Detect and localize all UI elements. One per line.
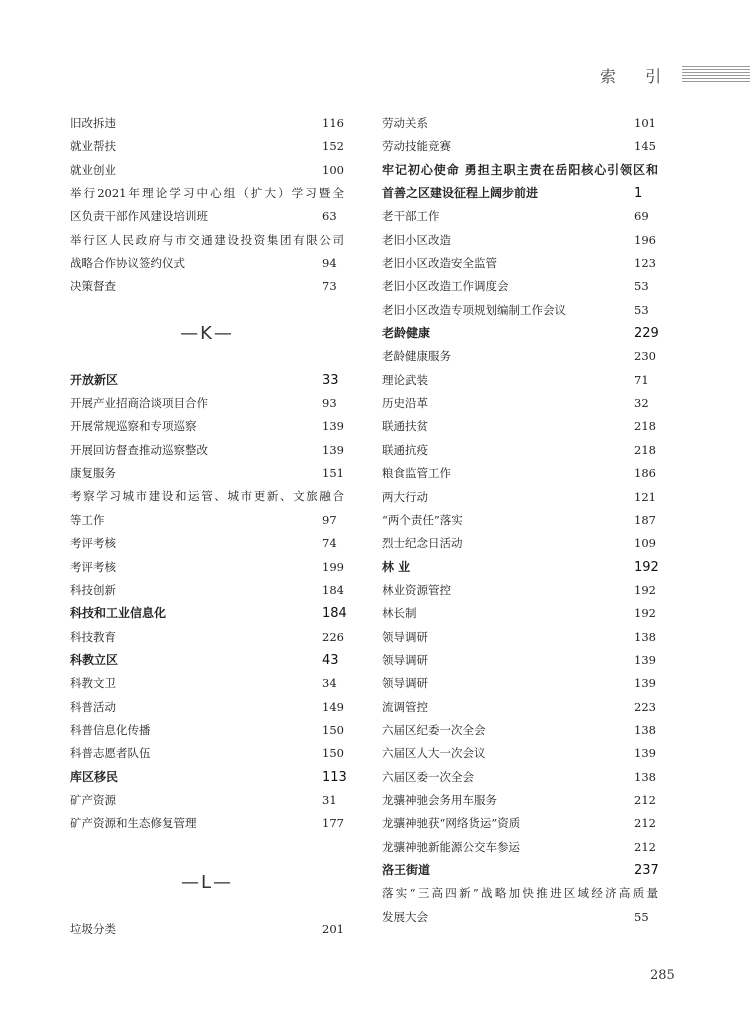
index-page-number: 201 (322, 921, 344, 936)
index-entry (382, 345, 658, 368)
index-term: 林长制 (382, 606, 417, 621)
index-term: 领导调研 (382, 676, 428, 691)
index-entry (382, 135, 658, 158)
index-term: 两大行动 (382, 489, 428, 504)
index-page-number: 109 (634, 536, 656, 551)
index-page-number: 138 (634, 629, 656, 644)
index-page-number: 192 (634, 582, 656, 597)
index-entry (70, 462, 344, 485)
index-entry (70, 509, 344, 532)
index-term: 首善之区建设征程上阔步前进 (382, 186, 539, 201)
index-entry (70, 626, 344, 649)
index-entry (382, 812, 658, 835)
index-page-number: 116 (322, 116, 344, 130)
index-page-number: 196 (634, 232, 656, 247)
index-entry (70, 159, 344, 182)
index-entry (382, 626, 658, 649)
index-page-number: 230 (634, 349, 656, 364)
index-term: 考评考核 (70, 559, 116, 574)
index-term: 理论武装 (382, 372, 428, 387)
index-page-number: 150 (322, 746, 344, 761)
index-entry (382, 719, 658, 742)
page-number: 285 (650, 968, 675, 983)
index-term: 六届区委一次全会 (382, 769, 474, 784)
index-entry (382, 369, 658, 392)
index-term: 龙骧神驰获“网络货运”资质 (382, 816, 521, 831)
index-term: 科技教育 (70, 629, 116, 644)
index-term: 科技创新 (70, 582, 116, 597)
index-term: 洛王街道 (382, 863, 431, 877)
index-page-number: 151 (322, 466, 344, 481)
index-entry (382, 205, 658, 228)
index-term: 落实“三高四新”战略加快推进区域经济高质量 (382, 886, 658, 901)
index-term: 老龄健康服务 (382, 349, 451, 364)
index-entry (382, 252, 658, 275)
index-entry (70, 556, 344, 579)
index-page-number: 218 (634, 442, 656, 457)
index-entry (382, 112, 658, 135)
index-term: 开放新区 (70, 372, 119, 387)
index-term: 科普信息化传播 (70, 722, 151, 737)
index-term: 就业帮扶 (70, 139, 116, 154)
index-term: 联通抗疫 (382, 442, 428, 457)
index-term: 科普志愿者队伍 (70, 746, 151, 761)
index-entry (382, 322, 658, 345)
index-page-number: 139 (322, 442, 344, 457)
index-page-number: 113 (322, 769, 347, 785)
section-title: 索 引 (600, 67, 674, 86)
index-term: 战略合作协议签约仪式 (70, 256, 185, 271)
index-page-number: 177 (322, 816, 344, 831)
index-term: 历史沿革 (382, 396, 428, 411)
index-page-number: 31 (322, 792, 337, 807)
index-page-number: 237 (634, 863, 659, 878)
index-group-l-continued (382, 112, 658, 929)
index-entry (70, 135, 344, 158)
index-page-number: 69 (634, 209, 649, 224)
letter-heading-k: —K— (180, 322, 234, 344)
index-entry (382, 742, 658, 765)
index-term: 领导调研 (382, 629, 428, 644)
index-term: 考察学习城市建设和运管、城市更新、文旅融合 (70, 489, 344, 504)
index-term: 垃圾分类 (70, 921, 116, 936)
index-page-number: 150 (322, 722, 344, 737)
index-entry (382, 672, 658, 695)
index-page-number: 63 (322, 209, 337, 224)
index-term: 举行2021年理论学习中心组（扩大）学习暨全 (70, 186, 344, 201)
index-page-number: 199 (322, 559, 344, 574)
index-entry (70, 275, 344, 298)
index-entry (70, 579, 344, 602)
index-term: 发展大会 (382, 909, 428, 924)
index-term: 六届区纪委一次全会 (382, 722, 486, 737)
index-column-left (70, 112, 347, 941)
index-term: 开展常规巡察和专项巡察 (70, 419, 197, 434)
index-entry (382, 882, 658, 905)
index-group-j (70, 112, 344, 299)
index-page-number: 192 (634, 606, 656, 621)
index-term: 林业资源管控 (382, 582, 451, 597)
index-term: 科技和工业信息化 (70, 606, 167, 621)
index-page-number: 212 (634, 816, 656, 831)
index-group-l (70, 918, 344, 941)
index-page-number: 226 (322, 629, 344, 644)
index-term: 粮食监管工作 (382, 466, 451, 481)
index-entry (70, 205, 344, 228)
letter-heading-l: —L— (180, 871, 234, 893)
index-term: 考评考核 (70, 536, 116, 551)
index-group-k (70, 369, 347, 836)
index-column-right (382, 112, 658, 929)
index-entry (70, 369, 344, 392)
index-entry (70, 485, 344, 508)
index-page-number: 184 (322, 606, 347, 622)
index-page-number: 229 (634, 326, 659, 342)
index-page-number: 145 (634, 139, 656, 154)
index-page-number: 121 (634, 489, 656, 504)
index-page-number: 32 (634, 396, 649, 411)
index-term: 旧改拆违 (70, 116, 116, 130)
index-page-number: 74 (322, 536, 337, 551)
index-entry (382, 859, 658, 882)
index-page-number: 139 (634, 652, 656, 667)
index-entry (70, 812, 344, 835)
index-entry (382, 275, 658, 298)
index-term: 老旧小区改造 (382, 232, 451, 247)
index-term: 老干部工作 (382, 209, 440, 224)
index-term: 老旧小区改造工作调度会 (382, 279, 509, 294)
index-term: 科教立区 (70, 652, 119, 667)
index-page-number: 93 (322, 396, 337, 411)
index-page-number: 43 (322, 652, 339, 668)
index-term: 劳动技能竞赛 (382, 139, 451, 154)
index-entry (70, 719, 344, 742)
index-term: 龙骧神驰新能源公交车参运 (382, 839, 520, 854)
index-page-number: 139 (322, 419, 344, 434)
index-entry (382, 532, 658, 555)
index-page-number: 34 (322, 676, 337, 691)
index-page-number: 71 (634, 372, 649, 387)
index-entry (70, 112, 344, 135)
index-entry (382, 556, 658, 579)
index-term: 科教文卫 (70, 676, 116, 691)
index-page-number: 218 (634, 419, 656, 434)
index-entry (70, 439, 344, 462)
index-entry (382, 415, 658, 438)
index-term: 林 业 (382, 559, 411, 574)
index-entry (70, 672, 344, 695)
index-page-number: 123 (634, 256, 656, 271)
index-entry (382, 696, 658, 719)
index-page-number: 94 (322, 256, 337, 271)
index-page-number: 187 (634, 512, 656, 527)
index-term: 烈士纪念日活动 (382, 536, 463, 551)
index-page-number: 53 (634, 279, 649, 294)
index-entry (382, 836, 658, 859)
index-entry (382, 509, 658, 532)
index-page-number: 223 (634, 699, 656, 714)
index-page-number: 73 (322, 279, 337, 294)
index-entry (70, 532, 344, 555)
index-entry (382, 579, 658, 602)
index-term: 就业创业 (70, 162, 116, 177)
index-term: 库区移民 (70, 769, 119, 784)
index-page-number: 97 (322, 512, 337, 527)
index-term: 龙骧神驰会务用车服务 (382, 792, 497, 807)
index-entry (382, 182, 658, 205)
index-page-number: 149 (322, 699, 344, 714)
index-entry (70, 392, 344, 415)
index-term: 老龄健康 (382, 326, 431, 341)
index-entry (70, 252, 344, 275)
index-entry (70, 182, 344, 205)
index-page-number: 1 (634, 186, 643, 202)
index-term: 康复服务 (70, 466, 116, 481)
index-term: 老旧小区改造专项规划编制工作会议 (382, 302, 566, 317)
index-term: 矿产资源 (70, 792, 116, 807)
index-page-number: 138 (634, 722, 656, 737)
index-entry (382, 906, 658, 929)
index-term: 开展回访督查推动巡察整改 (70, 442, 208, 457)
index-entry (382, 229, 658, 252)
index-page-number: 33 (322, 372, 339, 388)
index-entry (70, 918, 344, 941)
index-entry (70, 602, 347, 625)
index-term: 劳动关系 (382, 116, 428, 130)
index-term: 老旧小区改造安全监管 (382, 256, 497, 271)
index-page-number: 138 (634, 769, 656, 784)
index-term: “两个责任”落实 (382, 512, 463, 527)
index-entry (382, 462, 658, 485)
index-page-number: 152 (322, 139, 344, 154)
index-entry (382, 439, 658, 462)
index-term: 科普活动 (70, 699, 116, 714)
index-entry (70, 766, 347, 789)
index-term: 区负责干部作风建设培训班 (70, 209, 208, 224)
index-term: 牢记初心使命 勇担主职主责在岳阳核心引领区和 (382, 162, 658, 177)
index-page-number: 53 (634, 302, 649, 317)
index-page-number: 100 (322, 162, 344, 177)
index-term: 联通扶贫 (382, 419, 428, 434)
index-entry (382, 392, 658, 415)
index-entry (70, 789, 344, 812)
index-entry (382, 299, 658, 322)
index-term: 决策督查 (70, 279, 116, 294)
index-term: 等工作 (70, 512, 105, 527)
index-page-number: 192 (634, 559, 659, 575)
index-entry (70, 696, 344, 719)
index-page-number: 101 (634, 116, 656, 130)
index-entry (382, 766, 658, 789)
index-page-number: 184 (322, 582, 344, 597)
index-term: 领导调研 (382, 652, 428, 667)
index-term: 流调管控 (382, 699, 428, 714)
index-entry (70, 649, 344, 672)
index-entry (382, 602, 658, 625)
index-term: 开展产业招商洽谈项目合作 (70, 396, 208, 411)
index-entry (70, 415, 344, 438)
index-entry (382, 649, 658, 672)
index-page-number: 55 (634, 909, 649, 924)
index-term: 六届区人大一次会议 (382, 746, 486, 761)
index-page-number: 212 (634, 792, 656, 807)
index-entry (382, 486, 658, 509)
index-page-number: 186 (634, 466, 656, 481)
index-entry (382, 159, 658, 182)
header-decoration-lines (682, 66, 750, 82)
index-term: 矿产资源和生态修复管理 (70, 816, 197, 831)
index-page-number: 139 (634, 676, 656, 691)
index-page-number: 139 (634, 746, 656, 761)
index-entry (70, 229, 344, 252)
index-entry (70, 742, 344, 765)
index-entry (382, 789, 658, 812)
index-page-number: 212 (634, 839, 656, 854)
index-term: 举行区人民政府与市交通建设投资集团有限公司 (70, 232, 344, 247)
